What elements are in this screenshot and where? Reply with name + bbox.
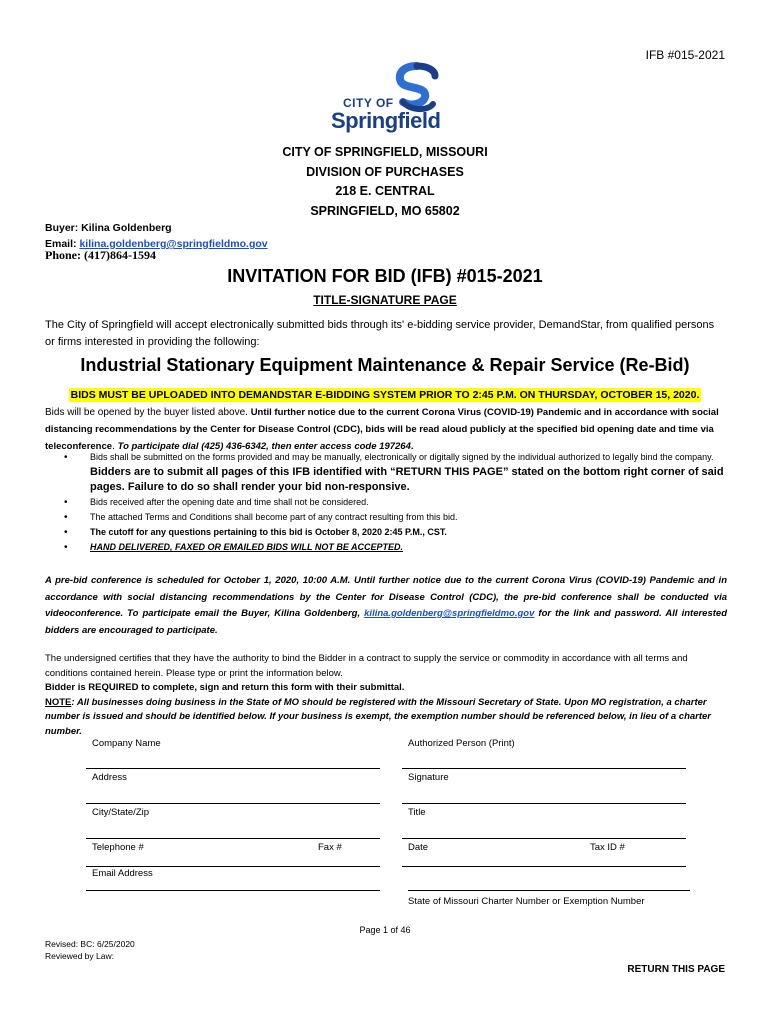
- bid-opening-paragraph: [45, 404, 727, 455]
- title-label: Title: [408, 807, 426, 818]
- logo-city-of: CITY OF: [343, 96, 394, 110]
- telephone-label: Telephone #: [92, 842, 144, 853]
- buyer-email-link[interactable]: kilina.goldenberg@springfieldmo.gov: [79, 238, 268, 250]
- date-label: Date: [408, 842, 429, 853]
- company-name-field[interactable]: [86, 768, 380, 769]
- certify-line-1: The undersigned certifies that they have the authority to bind the Bidder in a contract to supply the service or commodity in accordance with all terms and conditions contained herein. Please type or print the information below.: [45, 653, 688, 679]
- opening-part4: To participate dial (425) 436-6342, then enter access code 197264: [117, 441, 411, 452]
- bid-rules-list: [48, 450, 728, 555]
- signature-field[interactable]: [402, 803, 686, 804]
- title-field[interactable]: [402, 838, 686, 839]
- reviewed-by: Reviewed by Law:: [45, 951, 114, 961]
- buyer-phone: Phone: (417)864-1594: [45, 248, 156, 262]
- prebid-text-1: A pre-bid conference is scheduled for October 1, 2020, 10:00 A.M. Until further notice due to the current Corona Virus (COVID-19) Pandemic and in accordance with social distancing recommendations by the Center for Disease Control (CDC), the pre-bid conference shall be conducted via videoconference. To participate email the Buyer, Kilina Goldenberg,: [45, 575, 727, 619]
- email-address-label: Email Address: [92, 868, 153, 879]
- bullet-1-bold: Bidders are to submit all pages of this IFB identified with “RETURN THIS PAGE” stated on the bottom right corner of said pages. Failure to do so shall render your bid non-responsive.: [90, 466, 724, 493]
- certify-line-2: Bidder is REQUIRED to complete, sign and return this form with their submittal.: [45, 682, 405, 693]
- address-line-2: DIVISION OF PURCHASES: [306, 164, 464, 179]
- city-state-zip-field[interactable]: [86, 838, 380, 839]
- address-field[interactable]: [86, 803, 380, 804]
- deadline-text: BIDS MUST BE UPLOADED INTO DEMANDSTAR E-BIDDING SYSTEM PRIOR TO 2:45 P.M. ON THURSDAY, OCTOBER 15, 2020.: [70, 389, 700, 401]
- city-logo: [331, 62, 441, 140]
- project-title: Industrial Stationary Equipment Maintenance & Repair Service (Re-Bid): [80, 355, 690, 375]
- intro-paragraph: The City of Springfield will accept electronically submitted bids through its' e-bidding service provider, DemandStar, from qualified persons or firms interested in providing the following:: [45, 319, 715, 348]
- opening-part3: .: [112, 441, 118, 452]
- tax-id-label: Tax ID #: [590, 842, 625, 853]
- note-text: : All businesses doing business in the State of MO should be registered with the Missouri Secretary of State. Upon MO registration, a charter number is issued and should be identified below. If your business is exempt, the exemption number should be referenced below, in lieu of a charter number.: [45, 696, 712, 737]
- address-line-4: SPRINGFIELD, MO 65802: [310, 203, 460, 218]
- opening-part2: Until further notice due to the current Corona Virus (COVID-19) Pandemic and in accordance with social distancing recommendations by the Center for Disease Control (CDC), bids will be read aloud publicly at the specified bid opening date and time via teleconference: [45, 407, 719, 452]
- ifb-number: IFB #015-2021: [645, 48, 725, 62]
- buyer-name: Buyer: Kilina Goldenberg: [45, 222, 172, 234]
- company-name-label: Company Name: [92, 738, 161, 749]
- signature-label: Signature: [408, 772, 449, 783]
- list-item: [48, 450, 728, 495]
- list-item: [48, 525, 728, 540]
- address-line-1: CITY OF SPRINGFIELD, MISSOURI: [282, 145, 488, 159]
- telephone-fax-field[interactable]: [86, 866, 380, 867]
- page-number: Page 1 of 46: [359, 925, 411, 935]
- list-item: • Bids received after the opening date and time shall not be considered.: [48, 495, 728, 510]
- division-address: [0, 143, 770, 221]
- prebid-text-2: for the link and password. All interested bidders are encouraged to participate.: [45, 608, 727, 636]
- deadline-banner: [0, 385, 770, 403]
- page-subtitle: TITLE-SIGNATURE PAGE: [313, 293, 457, 307]
- bullet-4-text: The cutoff for any questions pertaining to this bid is October 8, 2020 2:45 P.M., CST.: [90, 527, 447, 537]
- logo-springfield: Springfield: [331, 108, 441, 133]
- page-title: INVITATION FOR BID (IFB) #015-2021: [227, 266, 543, 286]
- opening-part1: Bids will be opened by the buyer listed above.: [45, 407, 251, 418]
- date-tax-id-field[interactable]: [402, 866, 686, 867]
- address-line-3: 218 E. CENTRAL: [335, 184, 435, 198]
- email-address-field[interactable]: [86, 890, 380, 891]
- charter-number-field[interactable]: [408, 890, 690, 891]
- bullet-1-normal: Bids shall be submitted on the forms provided and may be manually, electronically or digitally signed by the individual authorized to legally bind the company.: [90, 452, 714, 462]
- list-item: • The attached Terms and Conditions shall become part of any contract resulting from this bid.: [48, 510, 728, 525]
- city-state-zip-label: City/State/Zip: [92, 807, 150, 818]
- prebid-email-link[interactable]: kilina.goldenberg@springfieldmo.gov: [364, 608, 535, 619]
- opening-part5: .: [410, 441, 414, 452]
- springfield-s-icon: [393, 62, 441, 114]
- bullet-5-text: HAND DELIVERED, FAXED OR EMAILED BIDS WILL NOT BE ACCEPTED.: [90, 542, 404, 552]
- charter-label: State of Missouri Charter Number or Exemption Number: [408, 896, 645, 907]
- note-label: NOTE: [45, 696, 72, 708]
- authorized-person-label: Authorized Person (Print): [408, 738, 515, 749]
- revision-info: [45, 938, 135, 962]
- list-item: [48, 540, 728, 555]
- return-this-page-label: RETURN THIS PAGE: [627, 964, 725, 975]
- revised-date: Revised: BC: 6/25/2020: [45, 939, 135, 949]
- authorized-person-field[interactable]: [402, 768, 686, 769]
- buyer-email-label: Email:: [45, 238, 80, 250]
- address-label: Address: [92, 772, 127, 783]
- fax-label: Fax #: [318, 842, 342, 853]
- prebid-paragraph: [45, 573, 727, 639]
- certification-block: [45, 652, 727, 739]
